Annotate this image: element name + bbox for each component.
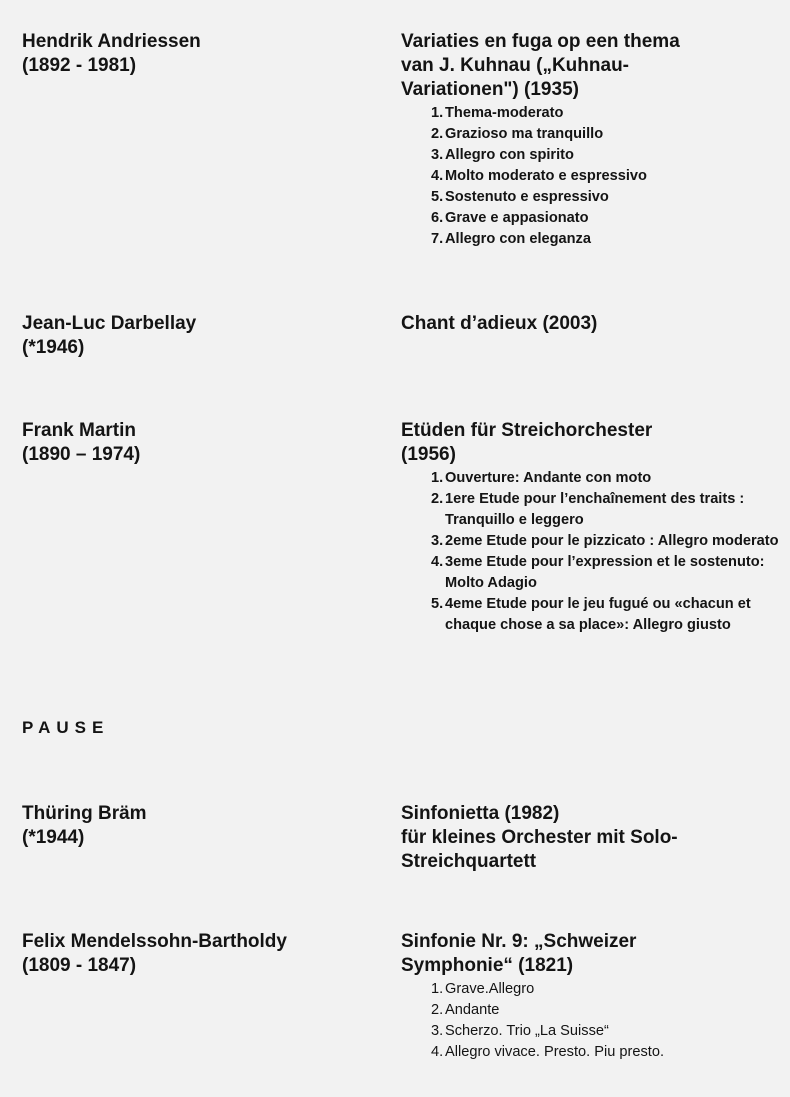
- composer-name: Hendrik Andriessen: [22, 31, 201, 52]
- movement-number: 5.: [431, 189, 444, 205]
- work-block: [401, 419, 781, 636]
- movement-number: 3.: [431, 533, 444, 549]
- movement-text: Thema-moderato: [445, 105, 564, 121]
- movement-item: [401, 187, 781, 208]
- composer-name: Felix Mendelssohn-Bartholdy: [22, 931, 287, 952]
- work-title-line: Streichquartett: [401, 851, 537, 872]
- work-title-line: van J. Kuhnau („Kuhnau-: [401, 55, 629, 76]
- work-block: [401, 802, 781, 874]
- movement-text: Allegro vivace. Presto. Piu presto.: [445, 1044, 665, 1060]
- movement-list: [401, 468, 781, 636]
- movement-item: [401, 145, 781, 166]
- movement-item: [401, 531, 781, 552]
- work-title-line: Sinfonietta (1982): [401, 803, 560, 824]
- composer-name: Frank Martin: [22, 420, 137, 441]
- movement-text: Grave e appasionato: [445, 210, 589, 226]
- movement-number: 6.: [431, 210, 444, 226]
- movement-text: Molto moderato e espressivo: [445, 168, 647, 184]
- movement-item: [401, 489, 781, 531]
- movement-item: [401, 124, 781, 145]
- movement-number: 4.: [431, 554, 444, 570]
- movement-text: 3eme Etude pour l’expression et le sostenuto: Molto Adagio: [445, 554, 765, 591]
- movement-number: 3.: [431, 1023, 444, 1039]
- movement-item: [401, 594, 781, 636]
- composer-block: [22, 312, 392, 360]
- movement-text: Scherzo. Trio „La Suisse“: [445, 1023, 609, 1039]
- movement-number: 7.: [431, 231, 444, 247]
- movement-text: Allegro con eleganza: [445, 231, 591, 247]
- movement-item: [401, 468, 781, 489]
- movement-text: 2eme Etude pour le pizzicato : Allegro moderato: [445, 533, 779, 549]
- work-title-line: für kleines Orchester mit Solo-: [401, 827, 678, 848]
- pause-label: PAUSE: [22, 718, 110, 737]
- movement-number: 1.: [431, 981, 444, 997]
- movement-number: 1.: [431, 470, 444, 486]
- work-block: [401, 30, 781, 250]
- work-title-line: Variationen") (1935): [401, 79, 579, 100]
- movement-text: Grazioso ma tranquillo: [445, 126, 604, 142]
- work-block: [401, 930, 781, 1063]
- movement-list: [401, 103, 781, 250]
- composer-name: Thüring Bräm: [22, 803, 147, 824]
- composer-dates: (*1944): [22, 827, 85, 848]
- movement-text: Grave.Allegro: [445, 981, 535, 997]
- composer-dates: (1809 - 1847): [22, 955, 137, 976]
- movement-item: [401, 166, 781, 187]
- movement-text: Sostenuto e espressivo: [445, 189, 609, 205]
- work-title-line: Symphonie“ (1821): [401, 955, 574, 976]
- composer-block: [22, 30, 392, 78]
- movement-item: [401, 229, 781, 250]
- work-title-line: Variaties en fuga op een thema: [401, 31, 680, 52]
- movement-text: 4eme Etude pour le jeu fugué ou «chacun et chaque chose a sa place»: Allegro giusto: [445, 596, 751, 633]
- composer-dates: (*1946): [22, 337, 85, 358]
- composer-name: Jean-Luc Darbellay: [22, 313, 197, 334]
- movement-text: 1ere Etude pour l’enchaînement des traits : Tranquillo e leggero: [445, 491, 745, 528]
- movement-item: [401, 1042, 781, 1063]
- composer-block: [22, 419, 392, 467]
- work-title-line: Etüden für Streichorchester: [401, 420, 653, 441]
- movement-number: 1.: [431, 105, 444, 121]
- movement-text: Andante: [445, 1002, 500, 1018]
- movement-number: 2.: [431, 491, 444, 507]
- movement-number: 2.: [431, 1002, 444, 1018]
- movement-text: Allegro con spirito: [445, 147, 574, 163]
- movement-number: 4.: [431, 168, 444, 184]
- work-block: [401, 312, 781, 336]
- movement-text: Ouverture: Andante con moto: [445, 470, 652, 486]
- movement-item: [401, 552, 781, 594]
- composer-dates: (1892 - 1981): [22, 55, 137, 76]
- work-title-line: Chant d’adieux (2003): [401, 313, 598, 334]
- composer-block: [22, 802, 392, 850]
- movement-item: [401, 1000, 781, 1021]
- movement-item: [401, 208, 781, 229]
- movement-item: [401, 1021, 781, 1042]
- work-title-line: (1956): [401, 444, 456, 465]
- movement-item: [401, 103, 781, 124]
- movement-number: 3.: [431, 147, 444, 163]
- movement-list: [401, 979, 781, 1063]
- movement-item: [401, 979, 781, 1000]
- movement-number: 5.: [431, 596, 444, 612]
- composer-block: [22, 930, 392, 978]
- movement-number: 4.: [431, 1044, 444, 1060]
- movement-number: 2.: [431, 126, 444, 142]
- composer-dates: (1890 – 1974): [22, 444, 141, 465]
- work-title-line: Sinfonie Nr. 9: „Schweizer: [401, 931, 637, 952]
